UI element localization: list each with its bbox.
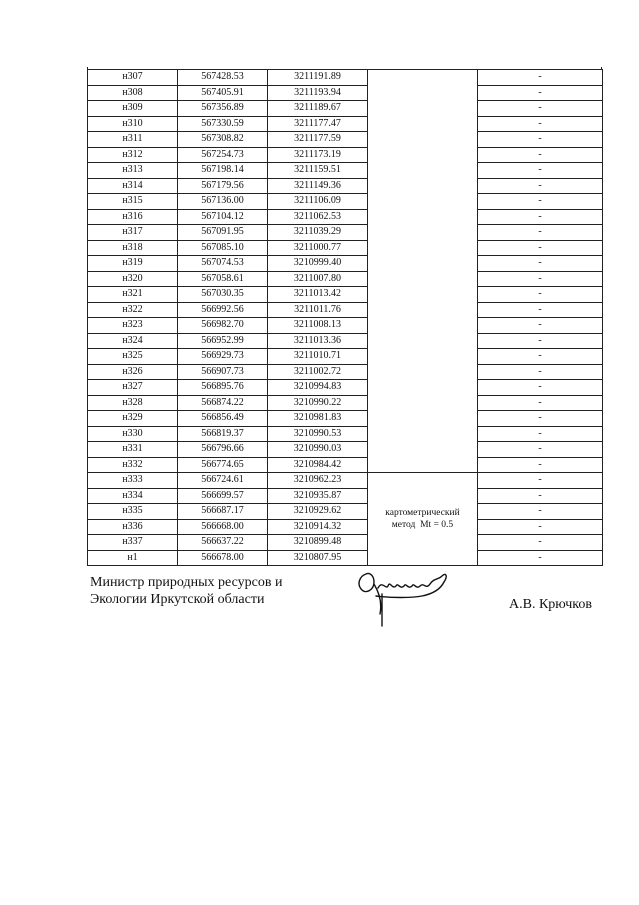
y-coordinate-cell: 3210990.22: [268, 395, 368, 411]
error-value-cell: -: [478, 457, 603, 473]
table-row: [88, 256, 603, 272]
column-divider-stub-left: [87, 67, 88, 70]
error-value-cell: -: [478, 473, 603, 489]
x-coordinate-cell: 567030.35: [178, 287, 268, 303]
point-name-cell: н319: [88, 256, 178, 272]
x-coordinate-cell: 566796.66: [178, 442, 268, 458]
y-coordinate-cell: 3210914.32: [268, 519, 368, 535]
point-name-cell: н326: [88, 364, 178, 380]
table-row: [88, 271, 603, 287]
error-value-cell: -: [478, 519, 603, 535]
table-row: [88, 287, 603, 303]
point-name-cell: н329: [88, 411, 178, 427]
y-coordinate-cell: 3210990.03: [268, 442, 368, 458]
error-value-cell: -: [478, 209, 603, 225]
point-name-cell: н310: [88, 116, 178, 132]
x-coordinate-cell: 566929.73: [178, 349, 268, 365]
point-name-cell: н322: [88, 302, 178, 318]
table-row: [88, 194, 603, 210]
y-coordinate-cell: 3210981.83: [268, 411, 368, 427]
method-note-line-2: метод Mt = 0.5: [391, 520, 454, 530]
x-coordinate-cell: 566952.99: [178, 333, 268, 349]
point-name-cell: н328: [88, 395, 178, 411]
x-coordinate-cell: 567254.73: [178, 147, 268, 163]
error-value-cell: -: [478, 504, 603, 520]
error-value-cell: -: [478, 364, 603, 380]
error-value-cell: -: [478, 271, 603, 287]
y-coordinate-cell: 3210929.62: [268, 504, 368, 520]
y-coordinate-cell: 3210899.48: [268, 535, 368, 551]
table-row: [88, 411, 603, 427]
error-value-cell: -: [478, 535, 603, 551]
x-coordinate-cell: 567198.14: [178, 163, 268, 179]
point-name-cell: н334: [88, 488, 178, 504]
table-row: [88, 225, 603, 241]
y-coordinate-cell: 3211177.59: [268, 132, 368, 148]
error-value-cell: -: [478, 194, 603, 210]
table-row: [88, 318, 603, 334]
error-value-cell: -: [478, 70, 603, 86]
point-name-cell: н331: [88, 442, 178, 458]
x-coordinate-cell: 567104.12: [178, 209, 268, 225]
table-row: [88, 488, 603, 504]
x-coordinate-cell: 566699.57: [178, 488, 268, 504]
x-coordinate-cell: 567405.91: [178, 85, 268, 101]
table-row: [88, 519, 603, 535]
y-coordinate-cell: 3211011.76: [268, 302, 368, 318]
point-name-cell: н337: [88, 535, 178, 551]
error-value-cell: -: [478, 411, 603, 427]
y-coordinate-cell: 3211191.89: [268, 70, 368, 86]
point-name-cell: н324: [88, 333, 178, 349]
x-coordinate-cell: 567058.61: [178, 271, 268, 287]
point-name-cell: н307: [88, 70, 178, 86]
error-value-cell: -: [478, 318, 603, 334]
column-divider-stub-right: [601, 67, 602, 70]
table-row: [88, 85, 603, 101]
point-name-cell: н314: [88, 178, 178, 194]
error-value-cell: -: [478, 178, 603, 194]
table-row: [88, 395, 603, 411]
y-coordinate-cell: 3210994.83: [268, 380, 368, 396]
error-value-cell: -: [478, 426, 603, 442]
coordinates-table-body: [88, 70, 603, 566]
error-value-cell: -: [478, 349, 603, 365]
point-name-cell: н330: [88, 426, 178, 442]
y-coordinate-cell: 3210999.40: [268, 256, 368, 272]
x-coordinate-cell: 566819.37: [178, 426, 268, 442]
table-row: [88, 550, 603, 566]
table-row: [88, 147, 603, 163]
x-coordinate-cell: 567074.53: [178, 256, 268, 272]
table-row: [88, 333, 603, 349]
point-name-cell: н320: [88, 271, 178, 287]
error-value-cell: -: [478, 380, 603, 396]
table-row: [88, 457, 603, 473]
minister-title-line-2: Экологии Иркутской области: [90, 592, 265, 607]
y-coordinate-cell: 3211013.42: [268, 287, 368, 303]
x-coordinate-cell: 566724.61: [178, 473, 268, 489]
y-coordinate-cell: 3211039.29: [268, 225, 368, 241]
x-coordinate-cell: 566982.70: [178, 318, 268, 334]
y-coordinate-cell: 3210984.42: [268, 457, 368, 473]
table-row: [88, 535, 603, 551]
point-name-cell: н336: [88, 519, 178, 535]
signer-name: А.В. Крючков: [509, 597, 592, 612]
table-row: [88, 70, 603, 86]
table-row: [88, 442, 603, 458]
point-name-cell: н333: [88, 473, 178, 489]
point-name-cell: н315: [88, 194, 178, 210]
table-row: [88, 349, 603, 365]
method-cell-empty: [368, 70, 478, 473]
table-row: [88, 178, 603, 194]
point-name-cell: н323: [88, 318, 178, 334]
table-row: [88, 240, 603, 256]
x-coordinate-cell: 566668.00: [178, 519, 268, 535]
point-name-cell: н318: [88, 240, 178, 256]
y-coordinate-cell: 3211000.77: [268, 240, 368, 256]
error-value-cell: -: [478, 240, 603, 256]
table-row: [88, 163, 603, 179]
point-name-cell: н317: [88, 225, 178, 241]
method-note-line-1: картометрический: [385, 508, 460, 518]
point-name-cell: н313: [88, 163, 178, 179]
x-coordinate-cell: 566856.49: [178, 411, 268, 427]
y-coordinate-cell: 3211159.51: [268, 163, 368, 179]
table-row: [88, 132, 603, 148]
error-value-cell: -: [478, 333, 603, 349]
x-coordinate-cell: 566678.00: [178, 550, 268, 566]
table-row: [88, 302, 603, 318]
y-coordinate-cell: 3211062.53: [268, 209, 368, 225]
error-value-cell: -: [478, 163, 603, 179]
table-row: [88, 426, 603, 442]
minister-title-line-1: Министр природных ресурсов и: [90, 575, 283, 590]
table-row: [88, 101, 603, 117]
x-coordinate-cell: 567308.82: [178, 132, 268, 148]
point-name-cell: н1: [88, 550, 178, 566]
point-name-cell: н309: [88, 101, 178, 117]
x-coordinate-cell: 566907.73: [178, 364, 268, 380]
x-coordinate-cell: 567091.95: [178, 225, 268, 241]
error-value-cell: -: [478, 302, 603, 318]
error-value-cell: -: [478, 550, 603, 566]
table-row: [88, 364, 603, 380]
y-coordinate-cell: 3210962.23: [268, 473, 368, 489]
point-name-cell: н311: [88, 132, 178, 148]
point-name-cell: н316: [88, 209, 178, 225]
y-coordinate-cell: 3211193.94: [268, 85, 368, 101]
x-coordinate-cell: 566992.56: [178, 302, 268, 318]
x-coordinate-cell: 567085.10: [178, 240, 268, 256]
point-name-cell: н327: [88, 380, 178, 396]
y-coordinate-cell: 3211002.72: [268, 364, 368, 380]
coordinates-table: [87, 69, 603, 566]
point-name-cell: н321: [88, 287, 178, 303]
y-coordinate-cell: 3211013.36: [268, 333, 368, 349]
error-value-cell: -: [478, 101, 603, 117]
x-coordinate-cell: 567179.56: [178, 178, 268, 194]
y-coordinate-cell: 3210807.95: [268, 550, 368, 566]
table-row: [88, 473, 603, 489]
x-coordinate-cell: 567330.59: [178, 116, 268, 132]
y-coordinate-cell: 3211189.67: [268, 101, 368, 117]
y-coordinate-cell: 3210935.87: [268, 488, 368, 504]
x-coordinate-cell: 567136.00: [178, 194, 268, 210]
x-coordinate-cell: 566774.65: [178, 457, 268, 473]
table-row: [88, 380, 603, 396]
point-name-cell: н312: [88, 147, 178, 163]
table-row: [88, 116, 603, 132]
error-value-cell: -: [478, 256, 603, 272]
error-value-cell: -: [478, 147, 603, 163]
y-coordinate-cell: 3211008.13: [268, 318, 368, 334]
error-value-cell: -: [478, 132, 603, 148]
error-value-cell: -: [478, 85, 603, 101]
y-coordinate-cell: 3211149.36: [268, 178, 368, 194]
y-coordinate-cell: 3211010.71: [268, 349, 368, 365]
error-value-cell: -: [478, 116, 603, 132]
error-value-cell: -: [478, 395, 603, 411]
x-coordinate-cell: 567356.89: [178, 101, 268, 117]
table-row: [88, 209, 603, 225]
error-value-cell: -: [478, 225, 603, 241]
y-coordinate-cell: 3211173.19: [268, 147, 368, 163]
point-name-cell: н325: [88, 349, 178, 365]
x-coordinate-cell: 566637.22: [178, 535, 268, 551]
error-value-cell: -: [478, 442, 603, 458]
table-row: [88, 504, 603, 520]
error-value-cell: -: [478, 287, 603, 303]
point-name-cell: н332: [88, 457, 178, 473]
point-name-cell: н335: [88, 504, 178, 520]
method-note-cell: [368, 473, 478, 566]
x-coordinate-cell: 566874.22: [178, 395, 268, 411]
y-coordinate-cell: 3211177.47: [268, 116, 368, 132]
x-coordinate-cell: 566687.17: [178, 504, 268, 520]
y-coordinate-cell: 3211007.80: [268, 271, 368, 287]
x-coordinate-cell: 567428.53: [178, 70, 268, 86]
point-name-cell: н308: [88, 85, 178, 101]
x-coordinate-cell: 566895.76: [178, 380, 268, 396]
y-coordinate-cell: 3211106.09: [268, 194, 368, 210]
error-value-cell: -: [478, 488, 603, 504]
y-coordinate-cell: 3210990.53: [268, 426, 368, 442]
handwritten-signature: [352, 564, 462, 628]
